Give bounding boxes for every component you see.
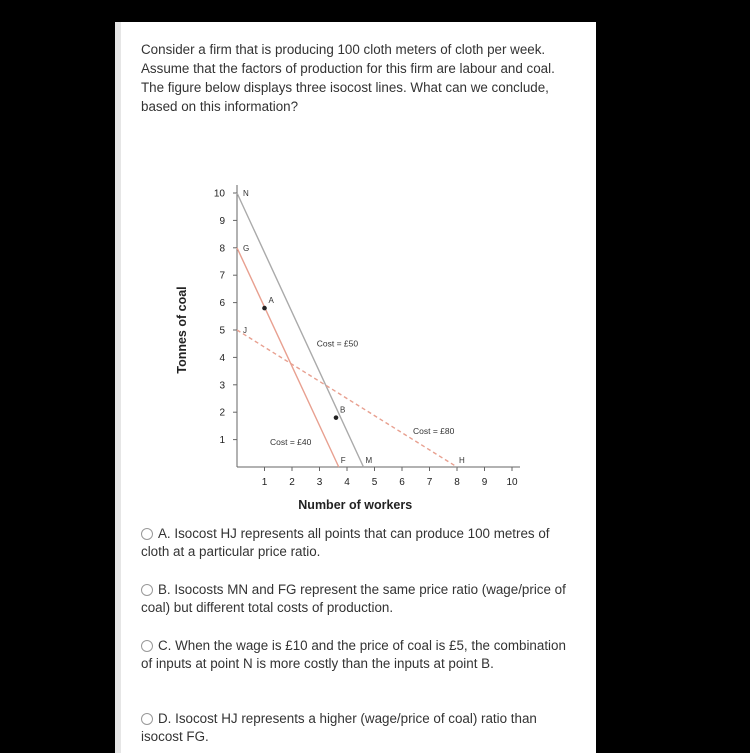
isocost-figure [161,135,561,525]
option-a-text: A. Isocost HJ represents all points that can produce 100 metres of cloth at a particular price ratio. [141,526,550,559]
x-tick-label: 1 [261,477,268,488]
isocost-chart [161,135,561,525]
y-tick-label: 5 [219,325,225,337]
point-label: N [243,189,249,198]
option-d-text: D. Isocost HJ represents a higher (wage/price of coal) ratio than isocost FG. [141,711,537,744]
y-tick-label: 10 [213,188,225,200]
option-b-text: B. Isocosts MN and FG represent the same price ratio (wage/price of coal) but different total costs of production. [141,582,566,615]
y-tick-label: 7 [219,270,225,282]
x-tick-label: 8 [454,477,460,488]
x-tick-label: 3 [316,477,323,488]
x-tick-label: 5 [371,477,378,488]
isocost-line [237,248,339,467]
question-text: Consider a firm that is producing 100 cloth meters of cloth per week. Assume that the factors of production for this firm are labour and coal. The figure below displays three isocost lines. What can we conclude, based on this information? [141,42,555,114]
radio-option-a[interactable] [141,528,153,540]
y-tick-label: 6 [219,298,225,310]
y-tick-label: 3 [219,380,225,392]
question-card [115,22,596,753]
cost-annotation: Cost = £50 [316,338,359,349]
x-axis-title: Number of workers [298,498,413,512]
point-marker [262,306,267,311]
point-label: A [268,296,274,306]
x-tick-label: 4 [344,477,350,488]
point-label: B [340,405,346,415]
cost-annotation: Cost = £80 [413,426,455,437]
point-label: J [243,326,247,335]
option-c-text: C. When the wage is £10 and the price of coal is £5, the combination of inputs at point N is more costly than the inputs at point B. [141,638,566,671]
x-tick-label: 10 [506,477,518,488]
y-tick-label: 4 [219,352,225,364]
point-label: M [365,456,373,465]
option-c[interactable] [141,637,571,673]
radio-option-d[interactable] [141,713,153,725]
x-tick-label: 2 [289,477,295,488]
cost-annotation: Cost = £40 [270,437,312,448]
x-tick-label: 6 [399,477,405,488]
option-b[interactable] [141,581,571,617]
y-tick-label: 9 [219,215,225,227]
point-label: G [243,243,250,253]
y-tick-label: 8 [219,243,225,255]
option-a[interactable] [141,525,571,561]
radio-option-c[interactable] [141,640,153,652]
y-tick-label: 2 [219,407,225,419]
x-tick-label: 7 [426,477,433,488]
option-d[interactable] [141,710,571,746]
isocost-line [237,193,364,467]
point-marker [334,415,339,420]
x-tick-label: 9 [481,477,488,488]
y-axis-title: Tonnes of coal [175,286,189,374]
y-tick-label: 1 [219,435,225,447]
point-label: H [459,456,465,465]
point-label: F [340,456,346,465]
radio-option-b[interactable] [141,584,153,596]
left-border-bar [115,22,121,753]
